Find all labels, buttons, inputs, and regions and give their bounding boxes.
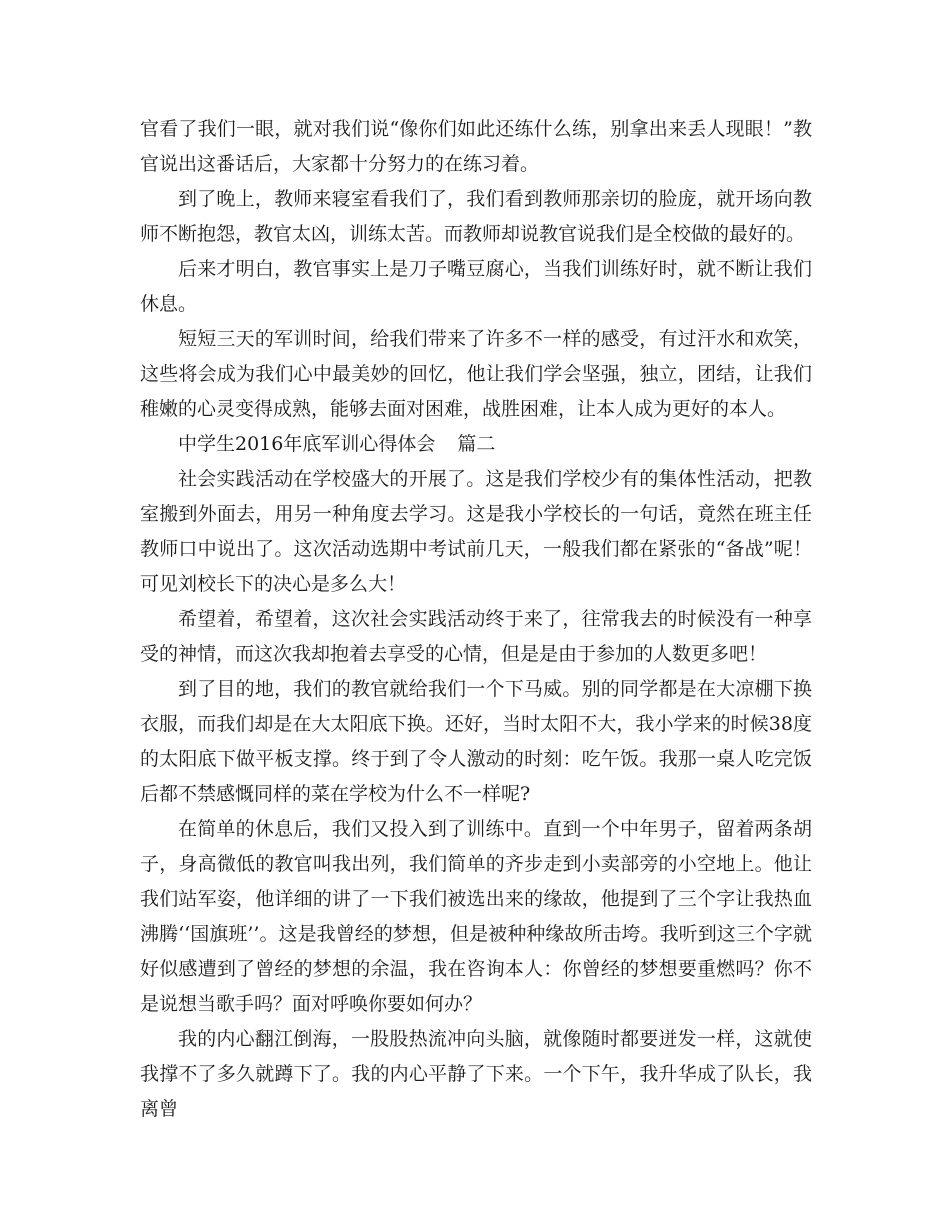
paragraph: 到了晚上，教师来寝室看我们了，我们看到教师那亲切的脸庞，就开场向教师不断抱怨，教官太凶，训练太苦。而教师却说教官说我们是全校做的最好的。 [140, 188, 812, 245]
paragraph: 到了目的地，我们的教官就给我们一个下马威。别的同学都是在大凉棚下换衣服，而我们却是在大太阳底下换。还好，当时太阳不大，我小学来的时候38度的太阳底下做平板支撑。终于到了令人激动的时刻：吃午饭。我那一桌人吃完饭后都不禁感慨同样的菜在学校为什么不一样呢? [140, 678, 812, 805]
section-heading-label: 篇二 [457, 433, 496, 455]
document-body [140, 112, 812, 1127]
paragraph: 后来才明白，教官事实上是刀子嘴豆腐心，当我们训练好时，就不断让我们休息。 [140, 258, 812, 315]
paragraph: 社会实践活动在学校盛大的开展了。这是我们学校少有的集体性活动，把教室搬到外面去，用另一种角度去学习。这是我小学校长的一句话，竟然在班主任教师口中说出了。这次活动选期中考试前几天，一般我们都在紧张的“备战”呢！可见刘校长下的决心是多么大！ [140, 468, 812, 595]
paragraph: 我的内心翻江倒海，一股股热流冲向头脑，就像随时都要迸发一样，这就使我撑不了多久就蹲下了。我的内心平静了下来。一个下午，我升华成了队长，我离曾 [140, 1028, 812, 1120]
paragraph: 在简单的休息后，我们又投入到了训练中。直到一个中年男子，留着两条胡子，身高微低的教官叫我出列，我们简单的齐步走到小卖部旁的小空地上。他让我们站军姿，他详细的讲了一下我们被选出来的缘故，他提到了三个字让我热血沸腾‘‘国旗班’’。这是我曾经的梦想，但是被种种缘故所击垮。我听到这三个字就好似感遭到了曾经的梦想的余温，我在咨询本人：你曾经的梦想要重燃吗？你不是说想当歌手吗？面对呼唤你要如何办？ [140, 818, 812, 1015]
paragraph: 希望着，希望着，这次社会实践活动终于来了，往常我去的时候没有一种享受的神情，而这次我却抱着去享受的心情，但是是由于参加的人数更多吧！ [140, 608, 812, 665]
section-heading [140, 427, 812, 462]
paragraph: 短短三天的军训时间，给我们带来了许多不一样的感受，有过汗水和欢笑，这些将会成为我们心中最美妙的回忆，他让我们学会坚强，独立，团结，让我们稚嫩的心灵变得成熟，能够去面对困难，战胜困难，让本人成为更好的本人。 [140, 328, 812, 420]
paragraph-continuation: 官看了我们一眼，就对我们说“像你们如此还练什么练，别拿出来丢人现眼！”教官说出这番话后，大家都十分努力的在练习着。 [140, 118, 812, 175]
section-heading-title: 中学生2016年底军训心得体会 [178, 433, 436, 455]
